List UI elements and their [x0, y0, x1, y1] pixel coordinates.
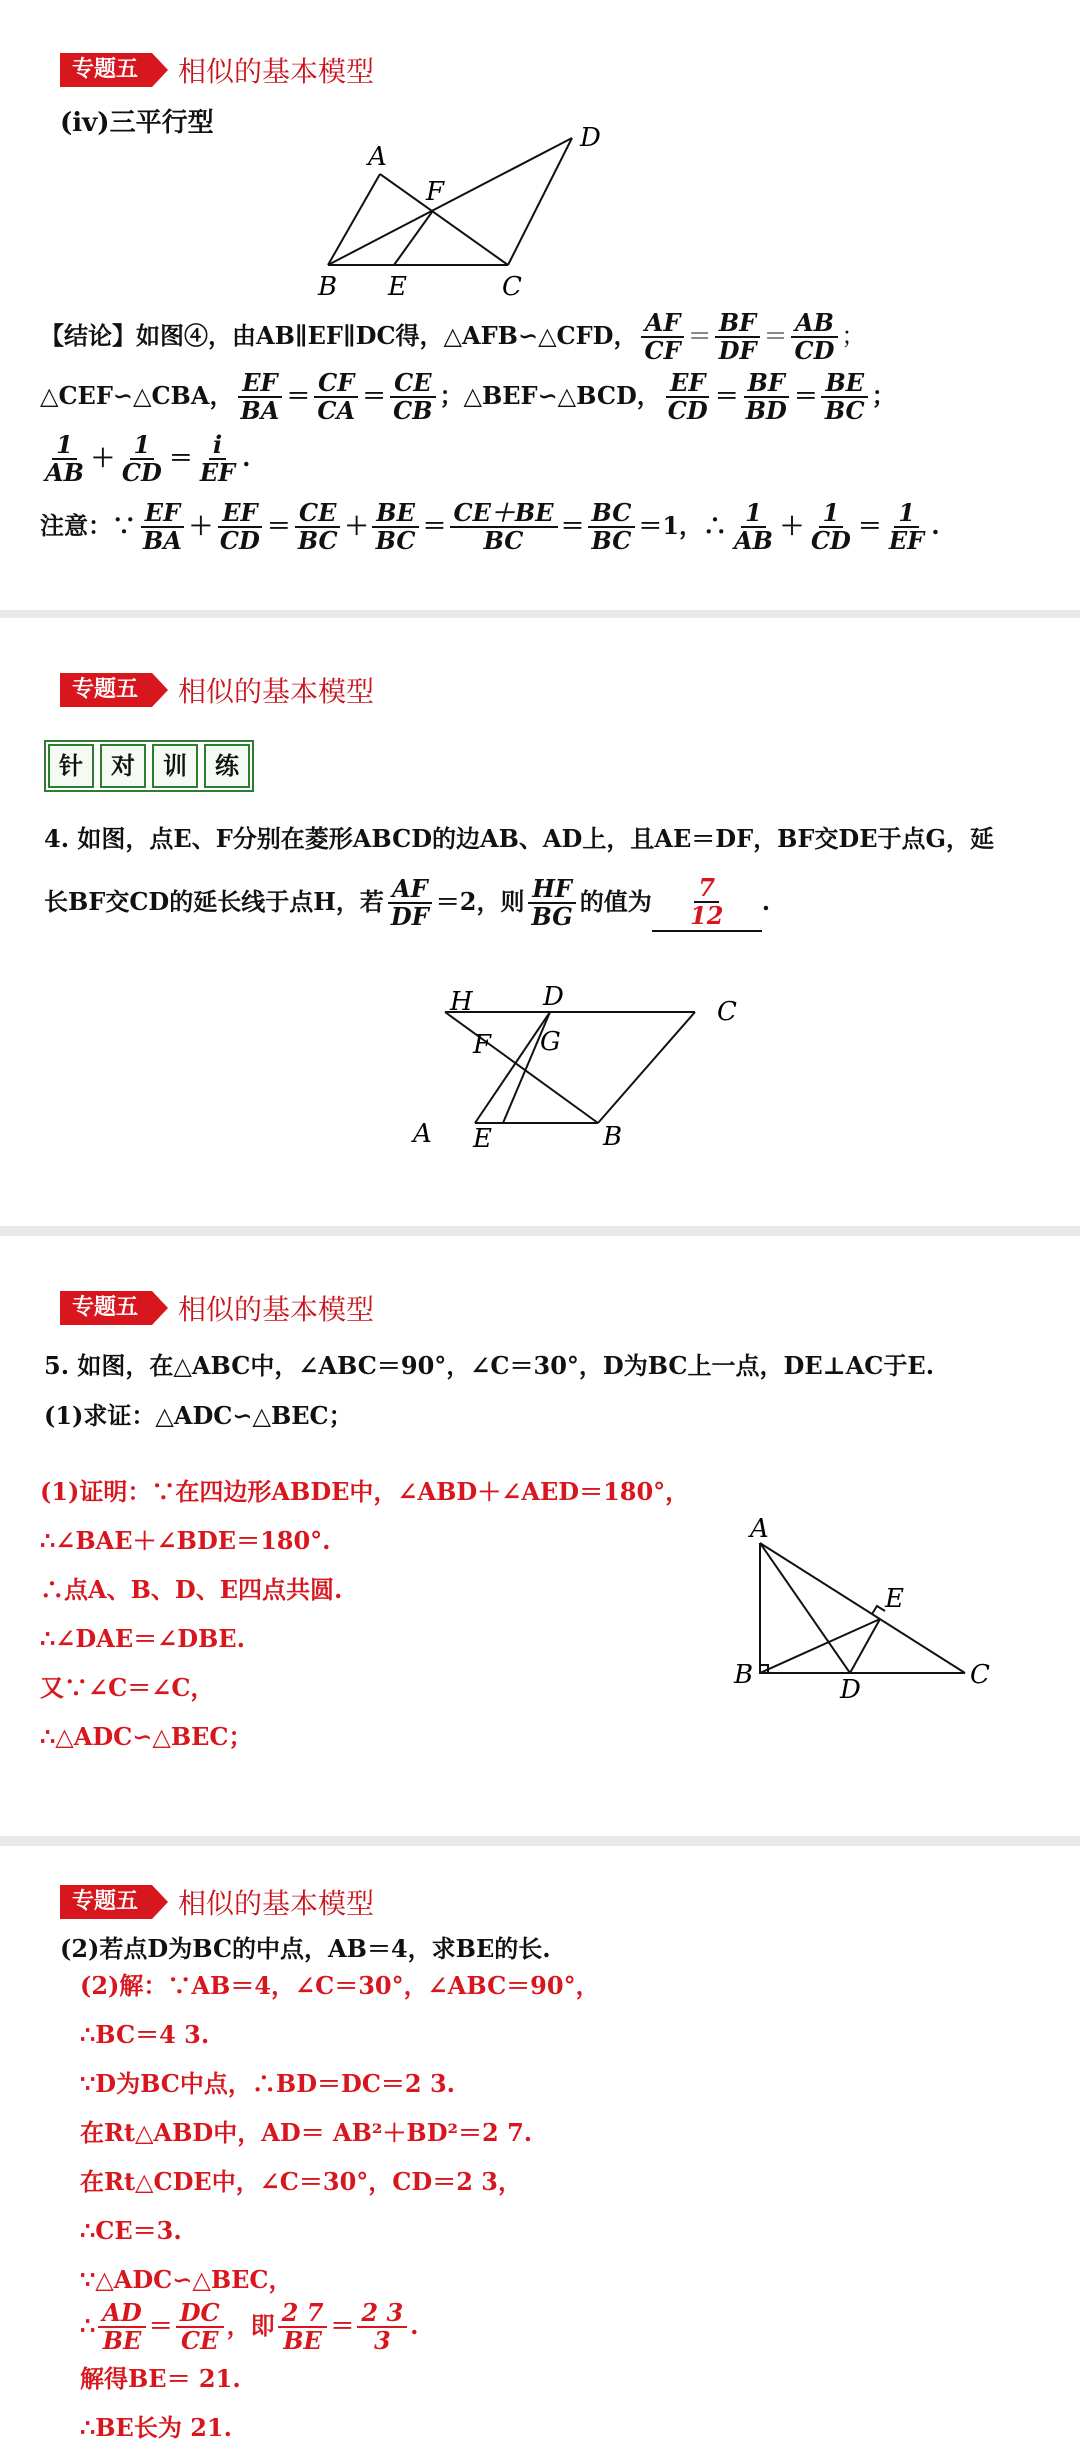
section-title: 相似的基本模型: [178, 675, 375, 708]
section-tag: 专题五: [60, 1291, 152, 1325]
slide-card-1: [0, 0, 1080, 610]
figure-label: E: [885, 1584, 904, 1614]
solution-line: 在Rt△ABD中，AD＝ AB²＋BD²＝2 7.: [80, 2118, 533, 2147]
section-header: [60, 670, 374, 710]
solution-line: 解得BE＝ 21.: [80, 2364, 241, 2393]
figure-label: F: [426, 177, 445, 207]
training-char: 练: [204, 744, 250, 788]
figure-label: F: [473, 1030, 492, 1060]
proof-line: ∴△ADC∽△BEC；: [40, 1722, 253, 1751]
training-char: 对: [100, 744, 146, 788]
figure-label: D: [580, 123, 601, 153]
q5-line-1: 5. 如图，在△ABC中，∠ABC＝90°，∠C＝30°，D为BC上一点，DE⊥AC于E.: [44, 1351, 935, 1380]
section-title: 相似的基本模型: [178, 1293, 375, 1326]
q5-part-2: (2)若点D为BC的中点，AB＝4，求BE的长.: [60, 1934, 551, 1963]
section-tag: 专题五: [60, 53, 152, 87]
solution-line: ∴CE＝3.: [80, 2216, 182, 2245]
figure-label: A: [413, 1119, 432, 1149]
conclusion-line-2: △CEF∽△CBA， $\frac{EF}{BA}$ ＝ $\frac{CF}{CA}$ ＝ $\frac{CE}{CB}$ ；△BEF∽△BCD， $\frac{EF}{CD}$ ＝ $\frac{BF}{BD}$ ＝ $\frac{BE}{BC}$ ；: [40, 368, 896, 426]
figure-label: C: [502, 272, 522, 302]
proof-line: ∴点A、B、D、E四点共圆.: [40, 1575, 343, 1604]
section-header: [60, 50, 374, 90]
training-char: 针: [48, 744, 94, 788]
three-parallel-figure: [310, 120, 630, 300]
figure-label: E: [388, 272, 407, 302]
right-triangle-figure: [720, 1514, 990, 1715]
conclusion-line-1: 【结论】如图④，由AB∥EF∥DC得，△AFB∽△CFD， $\frac{AF}{CF}$ ＝ $\frac{BF}{DF}$ ＝ $\frac{AB}{CD}$ ；: [40, 308, 866, 366]
solution-line: 在Rt△CDE中，∠C＝30°，CD＝2 3，: [80, 2167, 522, 2196]
training-char: 训: [152, 744, 198, 788]
section-title: 相似的基本模型: [178, 1887, 375, 1920]
figure-label: B: [318, 272, 338, 302]
figure-label: C: [970, 1660, 990, 1690]
q5-line-2: (1)求证：△ADC∽△BEC；: [44, 1401, 353, 1430]
proof-line: (1)证明：∵在四边形ABDE中，∠ABD＋∠AED＝180°，: [40, 1477, 690, 1506]
section-tag: 专题五: [60, 673, 152, 707]
section-header: [60, 1288, 374, 1328]
training-banner: [44, 740, 254, 792]
figure-label: B: [734, 1660, 754, 1690]
figure-label: C: [717, 997, 737, 1027]
figure-label: B: [603, 1122, 623, 1152]
q4-answer: $\frac{7}{12}$: [690, 873, 724, 931]
figure-label: H: [450, 987, 473, 1017]
solution-line: ∵D为BC中点，∴BD＝DC＝2 3.: [80, 2069, 456, 2098]
solution-line: ∴BC＝4 3.: [80, 2020, 210, 2049]
figure-label: D: [840, 1675, 861, 1705]
conclusion-identity: $\frac{1}{AB}$ ＋ $\frac{1}{CD}$ ＝ $\frac{i}{EF}$ .: [45, 430, 251, 488]
rhombus-figure: [405, 982, 745, 1165]
q4-line-1: 4. 如图，点E、F分别在菱形ABCD的边AB、AD上，且AE＝DF，BF交DE于点G，延: [44, 824, 995, 853]
proof-line: 又∵∠C＝∠C，: [40, 1673, 215, 1702]
figure-label: G: [540, 1027, 561, 1057]
solution-line: ∴BE长为 21.: [80, 2413, 232, 2442]
solution-line: ∵△ADC∽△BEC，: [80, 2265, 293, 2294]
figure-label: A: [368, 142, 387, 172]
figure-label: A: [750, 1514, 769, 1544]
section-title: 相似的基本模型: [178, 55, 375, 88]
proof-line: ∴∠DAE＝∠DBE.: [40, 1624, 245, 1653]
solution-proportion: ∴ $\frac{AD}{BE}$ ＝ $\frac{DC}{CE}$ ，即 $\frac{2 7}{BE}$ ＝ $\frac{2 3}{3}$ .: [80, 2298, 419, 2356]
q4-line-2: 长BF交CD的延长线于点H，若 $\frac{AF}{DF}$ ＝2，则 $\frac{HF}{BG}$ 的值为 $\frac{7}{12}$ .: [44, 873, 771, 932]
proof-line: ∴∠BAE＋∠BDE＝180°.: [40, 1526, 331, 1555]
section-tag: 专题五: [60, 1885, 152, 1919]
figure-label: D: [543, 982, 564, 1012]
figure-label: E: [473, 1124, 492, 1154]
solution-line: (2)解：∵AB＝4，∠C＝30°，∠ABC＝90°，: [80, 1971, 600, 2000]
model-subtitle: (iv)三平行型: [60, 108, 214, 138]
conclusion-note: 注意：∵ $\frac{EF}{BA}$ ＋ $\frac{EF}{CD}$ ＝ $\frac{CE}{BC}$ ＋ $\frac{BE}{BC}$ ＝ $\frac{CE+BE}{BC}$ ＝ $\frac{BC}{BC}$ ＝1，∴ $\frac{1}{AB}$ ＋ $\frac{1}{CD}$ ＝ $\frac{1}{EF}$ .: [40, 498, 940, 556]
section-header: [60, 1882, 374, 1922]
